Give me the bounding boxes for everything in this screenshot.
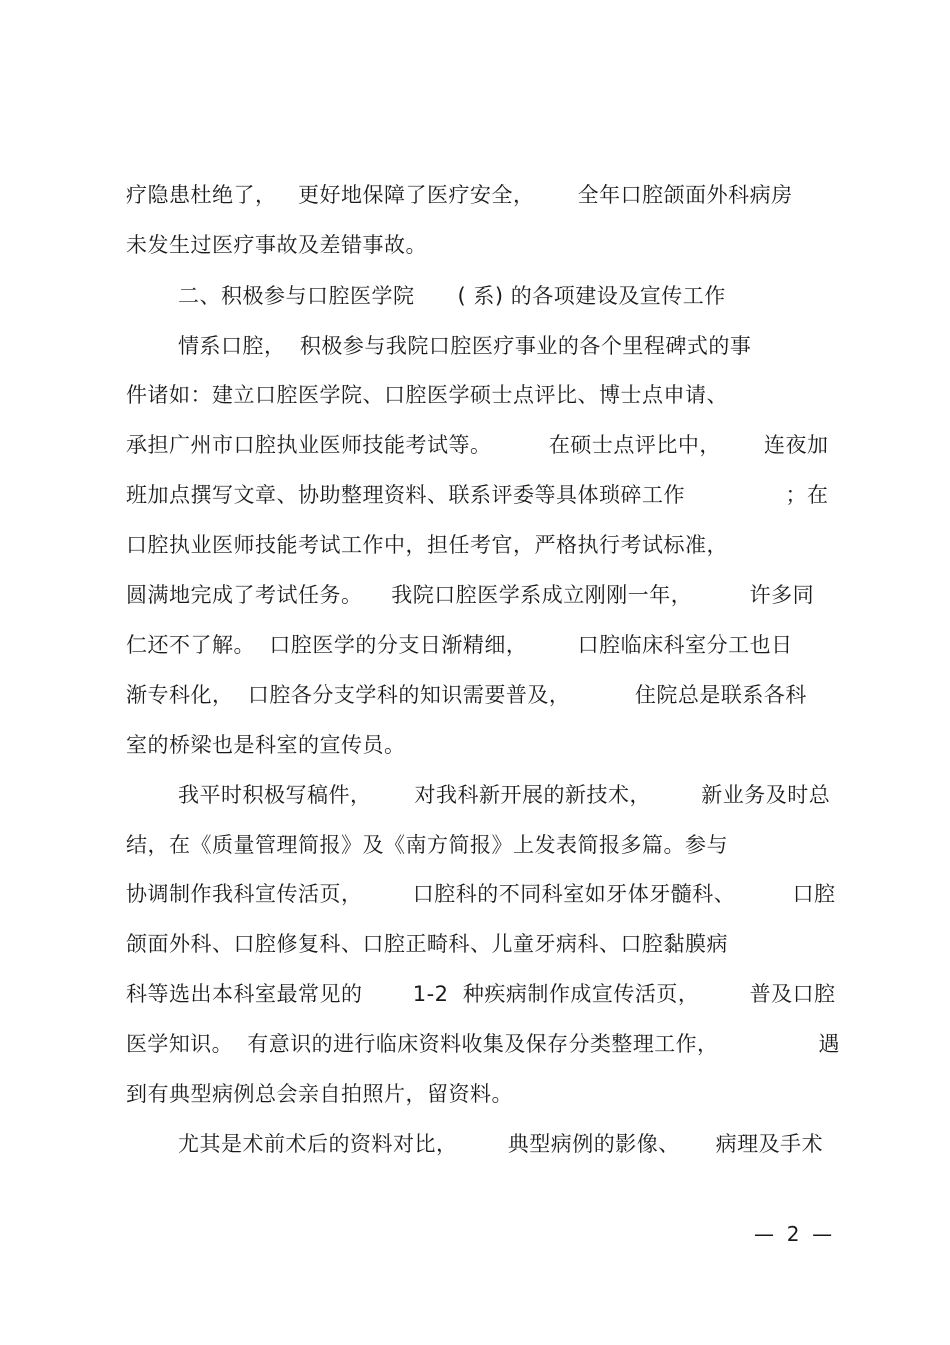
section-heading: 二、积极参与口腔医学院 ( 系) 的各项建设及宣传工作 (178, 284, 726, 308)
text-line: 到有典型病例总会亲自拍照片，留资料。 (126, 1082, 513, 1106)
text-line: 医学知识。 有意识的进行临床资料收集及保存分类整理工作， 遇 (126, 1032, 840, 1056)
text-line: 情系口腔， 积极参与我院口腔医疗事业的各个里程碑式的事 (178, 334, 752, 358)
text-line: 我平时积极写稿件， 对我科新开展的新技术， 新业务及时总 (178, 783, 831, 807)
text-line: 未发生过医疗事故及差错事故。 (126, 233, 427, 257)
text-line: 班加点撰写文章、协助整理资料、联系评委等具体琐碎工作 ；在 (126, 483, 829, 507)
page-number: — 2 — (754, 1222, 833, 1246)
text-line: 结，在《质量管理简报》及《南方简报》上发表简报多篇。参与 (126, 833, 728, 857)
text-line: 协调制作我科宣传活页， 口腔科的不同科室如牙体牙髓科、 口腔 (126, 882, 836, 906)
text-line: 室的桥梁也是科室的宣传员。 (126, 733, 406, 757)
text-line: 颌面外科、口腔修复科、口腔正畸科、儿童牙病科、口腔黏膜病 (126, 932, 728, 956)
text-line: 承担广州市口腔执业医师技能考试等。 在硕士点评比中， 连夜加 (126, 433, 829, 457)
text-line: 圆满地完成了考试任务。 我院口腔医学系成立刚刚一年， 许多同 (126, 583, 815, 607)
text-line: 疗隐患杜绝了， 更好地保障了医疗安全， 全年口腔颌面外科病房 (126, 183, 793, 207)
text-line: 渐专科化， 口腔各分支学科的知识需要普及， 住院总是联系各科 (126, 683, 807, 707)
text-line: 件诸如：建立口腔医学院、口腔医学硕士点评比、博士点申请、 (126, 383, 728, 407)
text-line: 仁还不了解。 口腔医学的分支日渐精细， 口腔临床科室分工也日 (126, 633, 793, 657)
text-line: 口腔执业医师技能考试工作中，担任考官，严格执行考试标准， (126, 533, 728, 557)
text-line: 尤其是术前术后的资料对比， 典型病例的影像、 病理及手术 (178, 1132, 824, 1156)
text-line: 科等选出本科室最常见的 1-2 种疾病制作成宣传活页， 普及口腔 (126, 982, 836, 1006)
